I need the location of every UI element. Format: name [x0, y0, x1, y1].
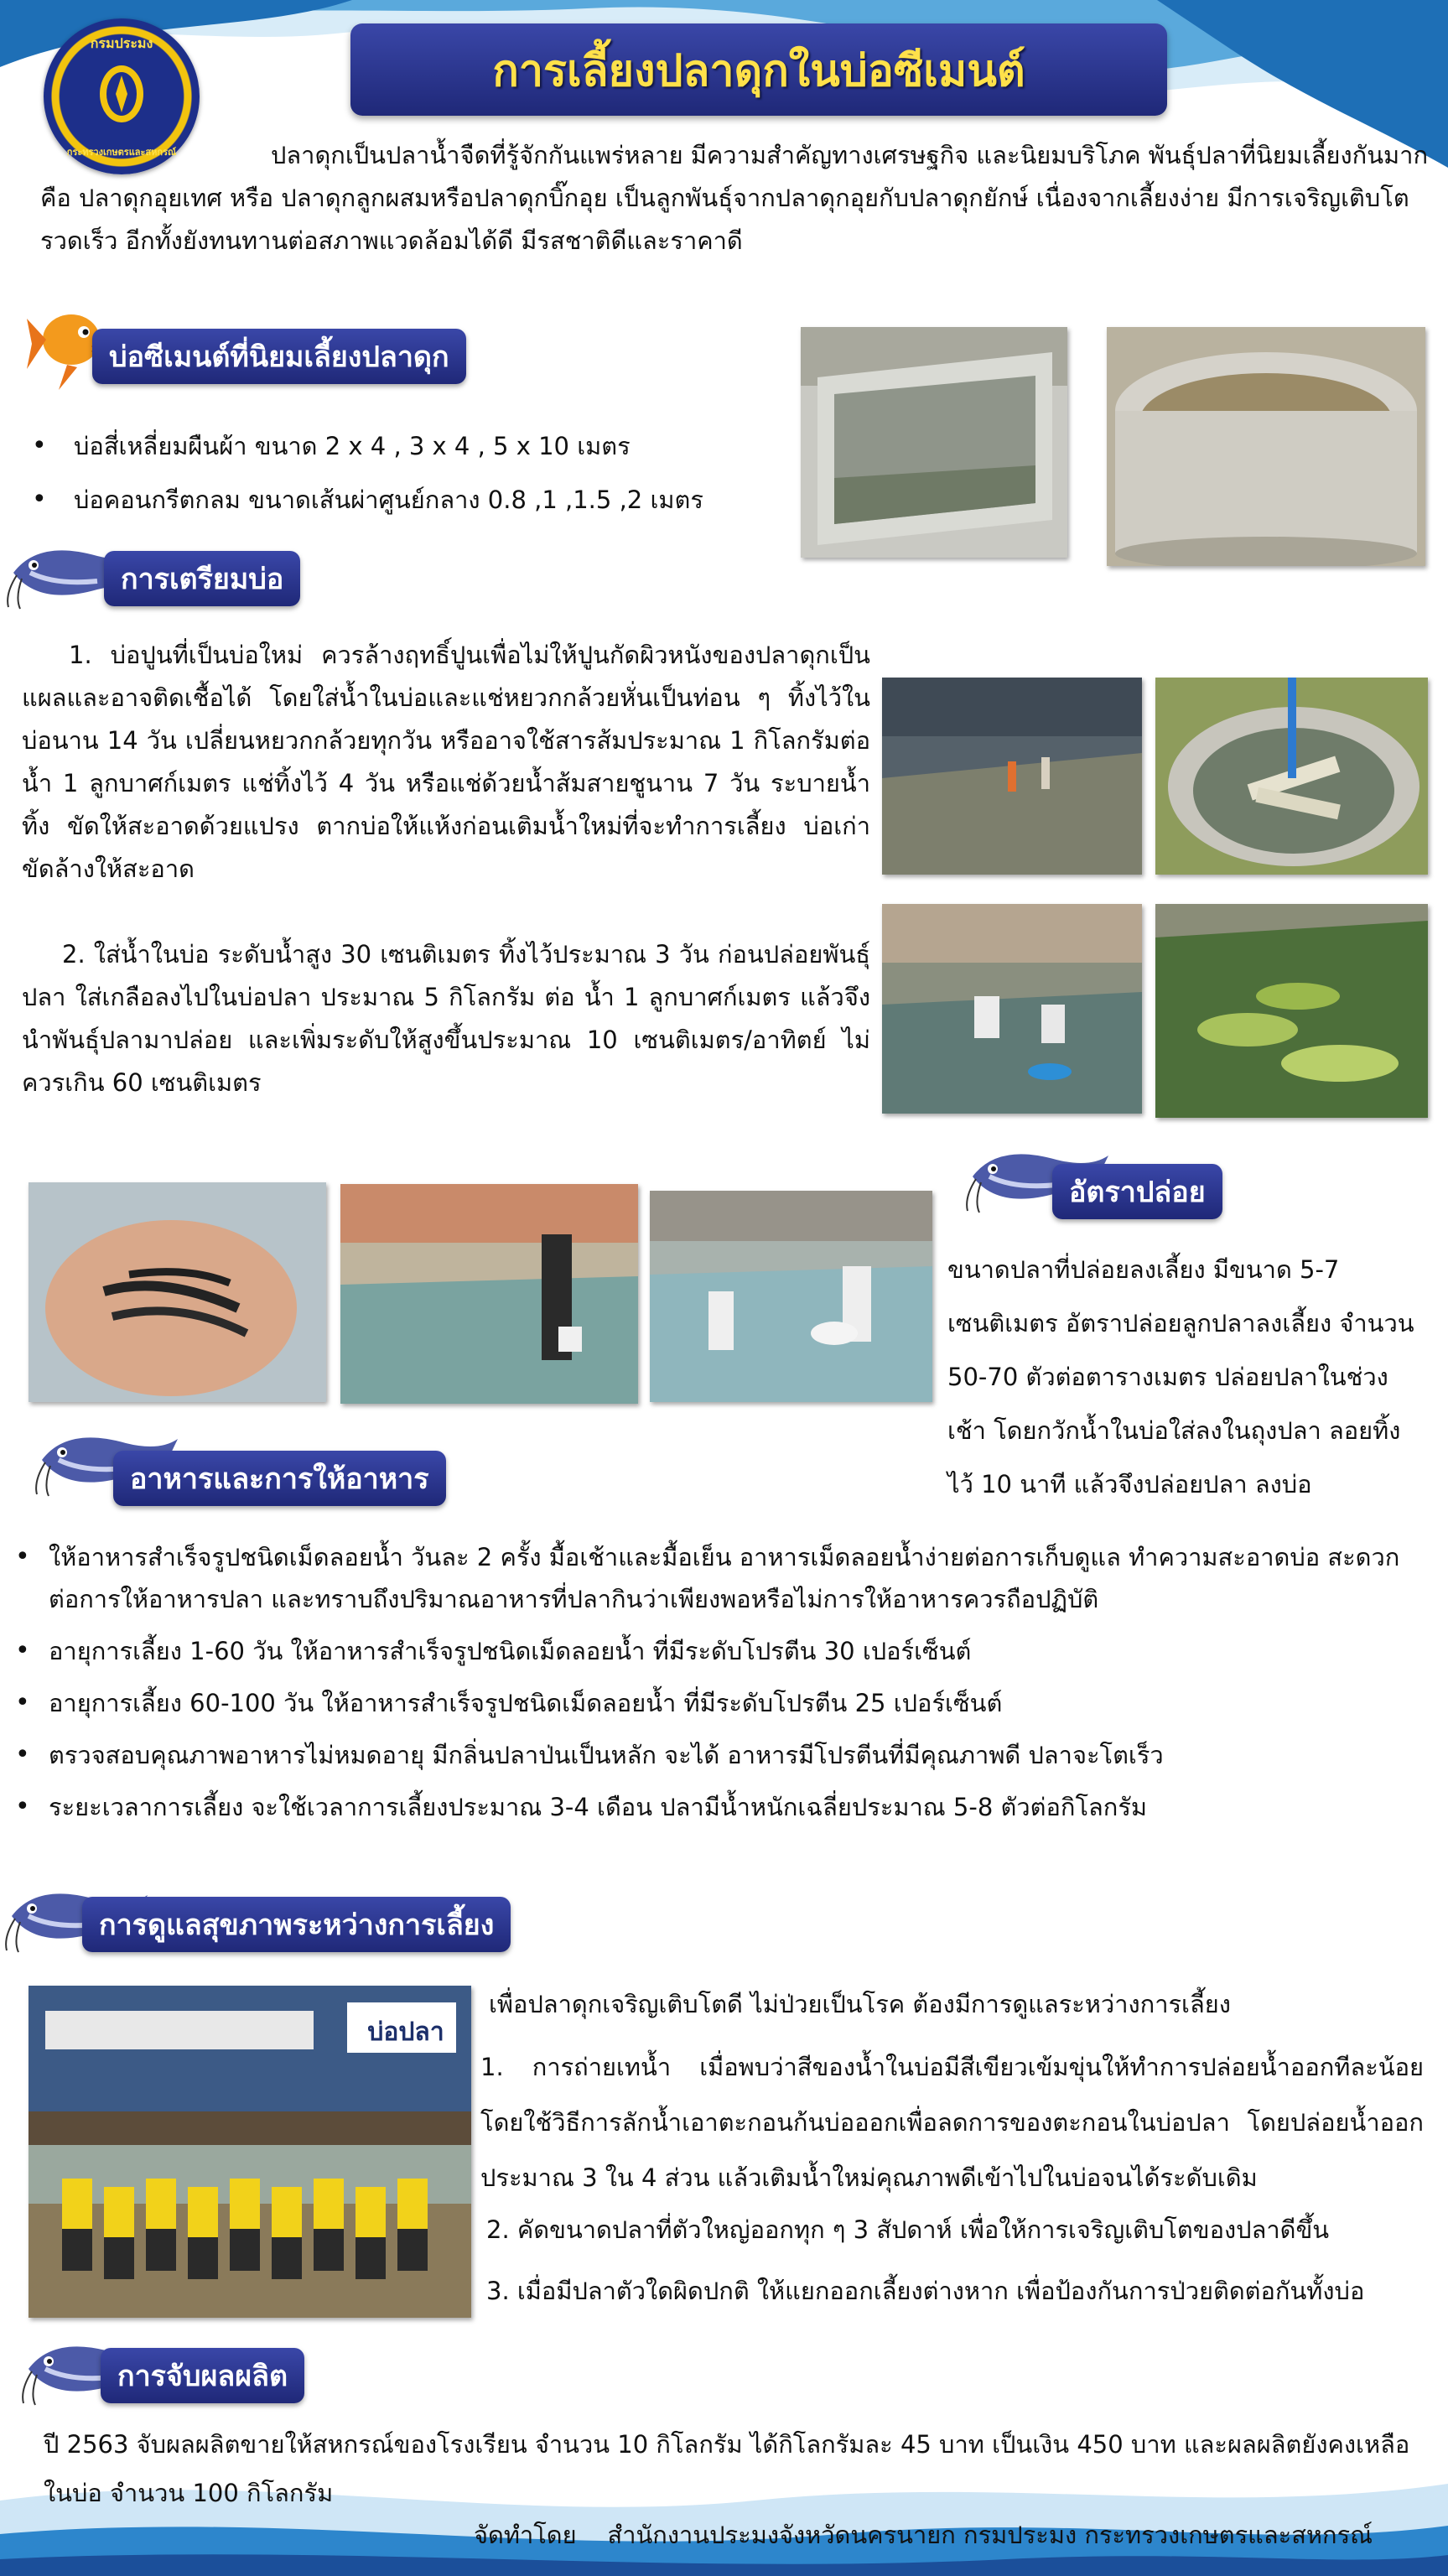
section-title-health: การดูแลสุขภาพระหว่างการเลี้ยง — [99, 1909, 495, 1942]
stocking-paragraph: ขนาดปลาที่ปล่อยลงเลี้ยง มีขนาด 5-7 เซนติเมตร อัตราปล่อยลูกปลาลงเลี้ยง จำนวน 50-70 ตัวต่อตารางเมตร ปล่อยปลาในช่วงเช้า โดยกวักน้ำในบ่อใส่ลงในถุงปลา ลอยทิ้งไว้ 10 นาที แล้วจึงปล่อยปลา ลงบ่อ — [947, 1255, 1414, 1498]
health-intro: เพื่อปลาดุกเจริญเติบโตดี ไม่ป่วยเป็นโรค ต้องมีการดูแลระหว่างการเลี้ยง — [489, 1990, 1231, 2018]
section-tag-pond-prep — [104, 551, 300, 606]
seal-bottom-text: กระทรวงเกษตรและสหกรณ์ — [66, 147, 177, 158]
page-title: การเลี้ยงปลาดุกในบ่อซีเมนต์ — [492, 45, 1025, 96]
section-tag-harvest — [101, 2348, 304, 2403]
prep-paragraph-2: 2. ใส่น้ำในบ่อ ระดับน้ำสูง 30 เซนติเมตร ทิ้งไว้ประมาณ 3 วัน ก่อนปล่อยพันธุ์ปลา ใส่เกลือลงไปในบ่อปลา ประมาณ 5 กิโลกรัม ต่อ น้ำ 1 ลูกบาศก์เมตร แล้วจึงนำพันธุ์ปลามาปล่อย และเพิ่มระดับให้สูงขึ้นประมาณ 10 เซนติเมตร/อาทิตย์ ไม่ควรเกิน 60 เซนติเมตร — [22, 940, 870, 1097]
prep-paragraph-1: 1. บ่อปูนที่เป็นบ่อใหม่ ควรล้างฤทธิ์ปูนเพื่อไม่ให้ปูนกัดผิวหนังของปลาดุกเป็นแผลและอาจติดเชื้อได้ โดยใส่น้ำในบ่อและแช่หยวกกล้วยหั่นเป็นท่อน ๆ ทิ้งไว้ในบ่อนาน 14 วัน เปลี่ยนหยวกกล้วยทุกวัน หรืออาจใช้สารส้มประมาณ 1 กิโลกรัมต่อน้ำ 1 ลูกบาศก์เมตร แช่ทิ้งไว้ 4 วัน หรือแช่ด้วยน้ำส้มสายชูนาน 7 วัน ระบายน้ำทิ้ง ขัดให้สะอาดด้วยแปรง ตากบ่อให้แห้งก่อนเติมน้ำใหม่ที่จะทำการเลี้ยง บ่อเก่าขัดล้างให้สะอาด — [22, 641, 870, 883]
photo-catfish-fingerlings-in-hand — [29, 1182, 326, 1402]
list-item: • บ่อคอนกรีตกลม ขนาดเส้นผ่าศูนย์กลาง 0.8 ,1 ,1.5 ,2 เมตร — [17, 473, 788, 527]
section-tag-health — [82, 1897, 511, 1952]
health-item-1: 1. การถ่ายเทน้ำ เมื่อพบว่าสีของน้ำในบ่อมีสีเขียวเข้มขุ่นให้ทำการปล่อยน้ำออกทีละน้อยโดยใช้วิธีการลักน้ำเอาตะกอนก้นบ่อออกเพื่อลดการของตะกอนในบ่อปลา โดยปล่อยน้ำออกประมาณ 3 ใน 4 ส่วน แล้วเติมน้ำใหม่คุณภาพดีเข้าไปในบ่อจนได้ระดับเดิม — [480, 2053, 1424, 2192]
photo-students-scrubbing-pond — [882, 904, 1142, 1114]
footer-credit: จัดทำโดย สำนักงานประมงจังหวัดนครนายก กรมประมง กระทรวงเกษตรและสหกรณ์ — [474, 2521, 1373, 2549]
photo-round-concrete-pond — [1107, 327, 1425, 566]
photo-students-group-at-pond — [29, 1986, 471, 2318]
section-title-feeding: อาหารและการให้อาหาร — [130, 1462, 429, 1496]
intro-paragraph: ปลาดุกเป็นปลาน้ำจืดที่รู้จักกันแพร่หลาย มีความสำคัญทางเศรษฐกิจ และนิยมบริโภค พันธุ์ปลาที่นิยมเลี้ยงกันมากคือ ปลาดุกอุยเทศ หรือ ปลาดุกลูกผสมหรือปลาดุกบิ๊กอุย เป็นลูกพันธุ์จากปลาดุกอุยกับปลาดุกยักษ์ เนื่องจากเลี้ยงง่าย มีการเจริญเติบโตรวดเร็ว อีกทั้งยังทนทานต่อสภาพแวดล้อมได้ดี มีรสชาติดีและราคาดี — [40, 141, 1429, 255]
list-item: • ให้อาหารสำเร็จรูปชนิดเม็ดลอยน้ำ วันละ 2 ครั้ง มื้อเช้าและมื้อเย็น อาหารเม็ดลอยน้ำง่ายต่อการเก็บดูแล ทำความสะอาดบ่อ สะดวกต่อการให้อาหารปลา และทราบถึงปริมาณอาหารที่ปลากินว่าเพียงพอหรือไม่การให้อาหารควรถือปฏิบัติ — [15, 1536, 1424, 1620]
photo-rectangular-cement-pond — [801, 327, 1067, 558]
list-item: • ระยะเวลาการเลี้ยง จะใช้เวลาการเลี้ยงประมาณ 3-4 เดือน ปลามีน้ำหนักเฉลี่ยประมาณ 5-8 ตัวต่อกิโลกรัม — [15, 1786, 1424, 1828]
section-tag-feeding — [113, 1451, 446, 1506]
health-item-2: 2. คัดขนาดปลาที่ตัวใหญ่ออกทุก ๆ 3 สัปดาห์ เพื่อให้การเจริญเติบโตของปลาดีขึ้น — [486, 2215, 1330, 2244]
section-title-stocking: อัตราปล่อย — [1069, 1176, 1206, 1209]
list-item: • ตรวจสอบคุณภาพอาหารไม่หมดอายุ มีกลิ่นปลาป่นเป็นหลัก จะได้ อาหารมีโปรตีนที่มีคุณภาพดี ปลาจะโตเร็ว — [15, 1734, 1424, 1776]
photo-sign-text: บ่อปลา — [367, 2018, 444, 2047]
section-title-harvest: การจับผลผลิต — [117, 2360, 288, 2393]
list-item: • บ่อสี่เหลี่ยมผืนผ้า ขนาด 2 x 4 , 3 x 4 , 5 x 10 เมตร — [17, 419, 788, 473]
harvest-paragraph: ปี 2563 จับผลผลิตขายให้สหกรณ์ของโรงเรียน จำนวน 10 กิโลกรัม ได้กิโลกรัมละ 45 บาท เป็นเงิน 450 บาท และผลผลิตยังคงเหลือในบ่อ จำนวน 100 กิโลกรัม — [44, 2430, 1410, 2507]
photo-cleaning-pond — [882, 678, 1142, 875]
section-tag-ponds — [92, 329, 466, 384]
health-item-3: 3. เมื่อมีปลาตัวใดผิดปกติ ให้แยกออกเลี้ยงต่างหาก เพื่อป้องกันการป่วยติดต่อกันทั้งบ่อ — [486, 2277, 1365, 2305]
list-item: • อายุการเลี้ยง 1-60 วัน ให้อาหารสำเร็จรูปชนิดเม็ดลอยน้ำ ที่มีระดับโปรตีน 30 เปอร์เซ็นต์ — [15, 1630, 1424, 1672]
page-title-banner — [350, 23, 1167, 116]
seal-emblem-icon — [94, 60, 149, 127]
section-tag-stocking — [1052, 1164, 1222, 1219]
feeding-list — [15, 1536, 1424, 1828]
photo-banana-stem-soak — [1155, 678, 1428, 875]
photo-floating-fish-bag — [650, 1191, 932, 1402]
section-title-ponds: บ่อซีเมนต์ที่นิยมเลี้ยงปลาดุก — [109, 340, 449, 374]
photo-pond-with-banana-leaves — [1155, 904, 1428, 1118]
ponds-list — [17, 419, 788, 527]
list-item: • อายุการเลี้ยง 60-100 วัน ให้อาหารสำเร็จรูปชนิดเม็ดลอยน้ำ ที่มีระดับโปรตีน 25 เปอร์เซ็นต์ — [15, 1682, 1424, 1724]
section-title-pond-prep: การเตรียมบ่อ — [121, 563, 284, 596]
photo-releasing-fish-bag — [340, 1184, 638, 1404]
seal-top-text: กรมประมง — [90, 35, 153, 51]
